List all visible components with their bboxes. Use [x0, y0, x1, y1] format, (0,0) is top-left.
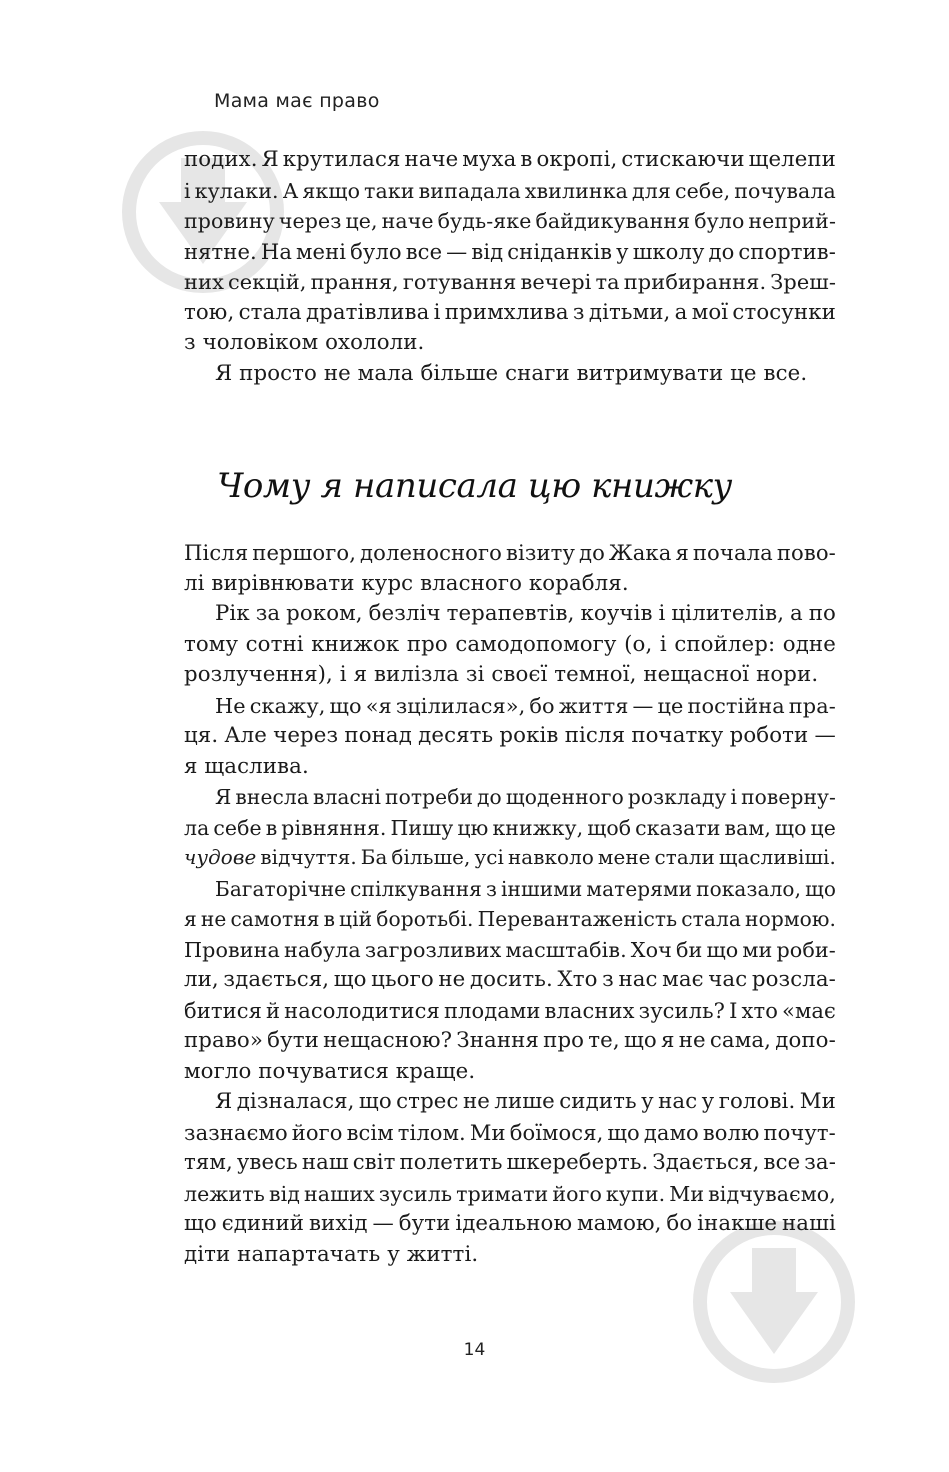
text-line: тому сотні книжок про самодопомогу (о, і спойлер: одне: [184, 631, 836, 657]
text-line: я щаслива.: [184, 753, 309, 779]
text-line: тою, стала дратівлива і примхлива з дітьми, а мої стосунки: [184, 299, 836, 325]
text-line: Рік за роком, безліч терапевтів, коучів і цілителів, а по: [215, 601, 836, 626]
text-line: лежить від наших зусиль тримати його купи. Ми відчуваємо,: [184, 1181, 836, 1206]
text-line: Я дізналася, що стрес не лише сидить у нас у голові. Ми: [215, 1089, 836, 1114]
text-line: могло почуватися краще.: [184, 1058, 476, 1084]
text-line: що єдиний вихід — бути ідеальною мамою, бо інакше наші: [184, 1211, 836, 1236]
text-line: нятне. На мені було все — від сніданків у школу до спортив-: [184, 238, 836, 264]
page-number: 14: [463, 1340, 486, 1360]
text-line: Провина набула загрозливих масштабів. Хоч би що ми роби-: [184, 937, 836, 962]
text-line: діти напартачать у житті.: [184, 1241, 479, 1267]
text-line: провину через це, наче будь-яке байдикування було неприй-: [184, 209, 836, 233]
text-line: Багаторічне спілкування з іншими матерями показало, що: [215, 876, 836, 901]
text-line: ли, здається, що цього не досить. Хто з нас має час розсла-: [184, 967, 836, 992]
text-line: з чоловіком охололи.: [184, 330, 425, 355]
text-block-top: [184, 145, 836, 389]
text-line: подих. Я крутилася наче муха в окропі, стискаючи щелепи: [184, 147, 836, 172]
text-line: Я просто не мала більше снаги витримувати це все.: [215, 360, 808, 386]
text-line: і кулаки. А якщо таки випадала хвилинка для себе, почувала: [184, 178, 836, 203]
text-line: ла себе в рівняння. Пишу цю книжку, щоб сказати вам, що це: [184, 815, 836, 840]
text-line: я не самотня в цій боротьбі. Перевантаженість стала нормою.: [184, 907, 836, 931]
text-line: тям, увесь наш світ полетить шкереберть. Здається, все за-: [184, 1150, 836, 1175]
text-block-main: [184, 538, 836, 1270]
text-line: ця. Але через понад десять років після початку роботи —: [184, 723, 836, 748]
text-line: право» бути нещасною? Знання про те, що я не сама, допо-: [184, 1028, 836, 1053]
text-line: Не скажу, що «я зцілилася», бо життя — це постійна пра-: [215, 693, 836, 718]
text-line: розлучення), і я вилізла зі своєї темної, нещасної нори.: [184, 662, 819, 687]
section-heading: Чому я написала цю книжку: [216, 466, 733, 506]
text-line: лі вирівнювати курс власного корабля.: [184, 570, 629, 596]
emphasis: чудове: [184, 846, 257, 869]
text-line: них секцій, прання, готування вечері та прибирання. Зреш-: [184, 270, 836, 294]
text-line: Після першого, доленосного візиту до Жака я почала пово-: [184, 540, 836, 565]
text-line: Я внесла власні потреби до щоденного розкладу і поверну-: [215, 785, 836, 809]
running-header: Мама має право: [214, 90, 380, 112]
text-line: зазнаємо його всім тілом. Ми боїмося, що дамо волю почут-: [184, 1119, 836, 1145]
text-line: чудове відчуття. Ба більше, усі навколо мене стали щасливіші.: [184, 843, 836, 874]
text-line: битися й насолодитися плодами власних зусиль? І хто «має: [184, 997, 836, 1023]
